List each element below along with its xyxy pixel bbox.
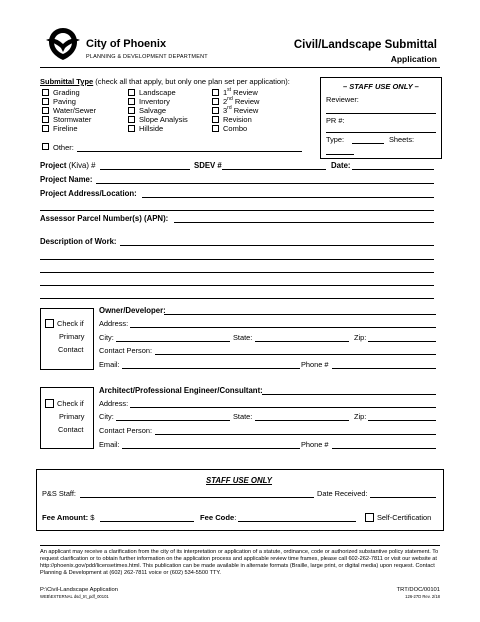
option-combo: Combo [223,124,248,133]
architect-address-label: Address: [99,399,129,408]
description-input-5[interactable] [40,298,434,299]
type-label: Type: [326,135,345,144]
owner-zip-label: Zip: [354,333,367,342]
fee-code-label: Fee Code: [200,513,237,522]
footer-path: P:\Civil-Landscape Application [40,587,118,593]
ps-staff-label: P&S Staff: [42,489,76,498]
owner-phone-input[interactable] [332,368,436,369]
staff-bottom-title: STAFF USE ONLY [206,476,272,485]
architect-contact-person-input[interactable] [155,434,436,435]
owner-state-input[interactable] [255,341,349,342]
owner-email-input[interactable] [122,368,300,369]
description-input-3[interactable] [40,272,434,273]
fee-code-input[interactable] [238,521,356,522]
owner-address-label: Address: [99,319,129,328]
footer-doc-id: TRT/DOC/00101 [396,587,440,593]
checkbox-salvage[interactable] [128,107,135,114]
checkbox-combo[interactable] [212,125,219,132]
date-input[interactable] [352,169,434,170]
reviewer-input[interactable] [326,113,436,114]
pr-label: PR #: [326,116,345,125]
submittal-type-label: Submittal Type [40,77,94,86]
architect-title-input[interactable] [262,394,436,395]
option-paving: Paving [53,97,76,106]
footer-notice: An applicant may receive a clarification from the city of its interpretation or application of a statute, ordinance, code or authorized substantive policy statement. To request clarification or to obtain further information on the application process and applicable review time frames, please call 602-262-7811 or visit our website at http://phoenix.gov/pdd/licensetimes.html. This publication can be made available in alternate formats (Braille, large print, or digital media) upon request. Contact Planning & Development at (602) 262-7811 voice or (602) 534-5500 TTY. [40,549,439,577]
date-received-label: Date Received: [317,489,368,498]
fee-amount-label: Fee Amount: $ [42,513,95,522]
owner-zip-input[interactable] [368,341,436,342]
description-input-1[interactable] [120,245,434,246]
staff-box-title: – STAFF USE ONLY – [343,82,419,91]
submittal-type-heading [40,78,290,86]
city-logo [42,24,84,64]
option-2nd-review: 2nd Review [223,96,260,106]
city-name: City of Phoenix [86,38,167,50]
other-input[interactable] [77,151,302,152]
architect-city-label: City: [99,412,114,421]
checkbox-revision[interactable] [212,116,219,123]
project-address-input-2[interactable] [40,210,434,211]
option-inventory: Inventory [139,97,170,106]
architect-state-label: State: [233,412,253,421]
department-name: PLANNING & DEVELOPMENT DEPARTMENT [86,54,208,60]
apn-label: Assessor Parcel Number(s) (APN): [40,214,169,223]
sdev-input[interactable] [222,169,326,170]
option-3rd-review: 3rd Review [223,105,259,115]
checkbox-2nd-review[interactable] [212,98,219,105]
owner-primary-checkbox[interactable] [45,319,54,328]
architect-phone-input[interactable] [332,448,436,449]
project-kiva-label: Project (Kiva) # [40,161,96,170]
owner-state-label: State: [233,333,253,342]
self-certification-checkbox[interactable] [365,513,374,522]
architect-phone-label: Phone # [301,440,329,449]
option-slope-analysis: Slope Analysis [139,115,188,124]
project-address-input[interactable] [142,197,434,198]
architect-zip-input[interactable] [368,420,436,421]
form-subtitle: Application [390,54,437,64]
architect-city-input[interactable] [116,420,230,421]
owner-city-label: City: [99,333,114,342]
date-received-input[interactable] [370,497,436,498]
checkbox-paving[interactable] [42,98,49,105]
architect-check-if: Check if [57,399,84,408]
architect-primary-checkbox[interactable] [45,399,54,408]
sdev-label: SDEV # [194,161,222,170]
architect-zip-label: Zip: [354,412,367,421]
apn-input[interactable] [174,222,434,223]
architect-email-label: Email: [99,440,120,449]
owner-email-label: Email: [99,360,120,369]
checkbox-stormwater[interactable] [42,116,49,123]
description-input-2[interactable] [40,259,434,260]
architect-contact-person-label: Contact Person: [99,426,152,435]
sheets-input[interactable] [326,154,354,155]
option-landscape: Landscape [139,88,176,97]
checkbox-grading[interactable] [42,89,49,96]
owner-contact-person-label: Contact Person: [99,346,152,355]
architect-primary: Primary [59,412,85,421]
checkbox-fireline[interactable] [42,125,49,132]
checkbox-landscape[interactable] [128,89,135,96]
owner-primary: Primary [59,332,85,341]
architect-address-input[interactable] [130,407,436,408]
footer-web-path: WEB\EXTERNAL dsd_trt_pdf_00101 [40,594,109,599]
architect-email-input[interactable] [122,448,300,449]
architect-state-input[interactable] [255,420,349,421]
form-title: Civil/Landscape Submittal [293,39,437,51]
header-rule [40,67,440,68]
submittal-type-instructions: (check all that apply, but only one plan set per application): [95,77,290,86]
checkbox-slope-analysis[interactable] [128,116,135,123]
self-certification-label: Self-Certification [377,513,432,522]
footer-rev: 126-27D Rev. 2/18 [405,594,440,599]
footer-rule [40,545,440,546]
checkbox-inventory[interactable] [128,98,135,105]
owner-title-input[interactable] [164,314,436,315]
reviewer-label: Reviewer: [326,95,359,104]
date-label: Date: [331,161,351,170]
architect-contact: Contact [58,425,84,434]
pr-input[interactable] [326,132,436,133]
owner-contact-person-input[interactable] [155,354,436,355]
project-name-input[interactable] [96,183,434,184]
option-grading: Grading [53,88,80,97]
checkbox-other[interactable] [42,143,49,150]
owner-title: Owner/Developer: [99,306,166,315]
option-fireline: Fireline [53,124,78,133]
option-1st-review: 1st Review [223,87,258,97]
description-input-4[interactable] [40,285,434,286]
project-kiva-input[interactable] [100,169,190,170]
owner-city-input[interactable] [116,341,230,342]
option-revision: Revision [223,115,252,124]
project-address-label: Project Address/Location: [40,189,137,198]
option-other: Other: [53,143,74,152]
project-name-label: Project Name: [40,175,93,184]
owner-address-input[interactable] [130,327,436,328]
architect-title: Architect/Professional Engineer/Consultant: [99,386,263,395]
type-input[interactable] [352,143,384,144]
checkbox-1st-review[interactable] [212,89,219,96]
option-stormwater: Stormwater [53,115,92,124]
owner-phone-label: Phone # [301,360,329,369]
owner-contact: Contact [58,345,84,354]
checkbox-hillside[interactable] [128,125,135,132]
fee-amount-input[interactable] [100,521,194,522]
owner-check-if: Check if [57,319,84,328]
checkbox-water-sewer[interactable] [42,107,49,114]
checkbox-3rd-review[interactable] [212,107,219,114]
option-salvage: Salvage [139,106,167,115]
description-label: Description of Work: [40,237,117,246]
option-hillside: Hillside [139,124,164,133]
sheets-label: Sheets: [389,135,415,144]
option-water-sewer: Water/Sewer [53,106,97,115]
ps-staff-input[interactable] [80,497,314,498]
